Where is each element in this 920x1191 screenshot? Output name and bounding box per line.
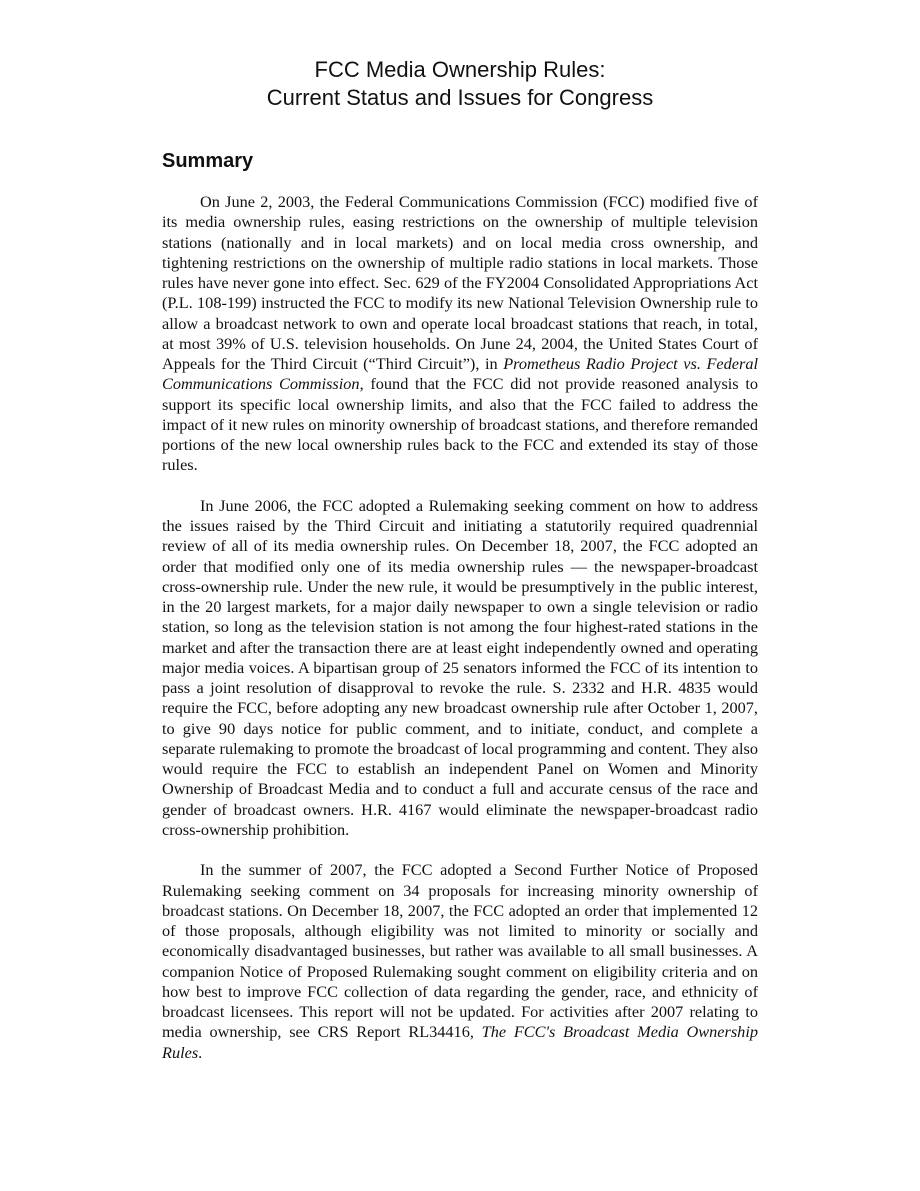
paragraph-1 — [162, 192, 758, 476]
case-name-italic: Prometheus Radio Project vs. Federal Communications Commission — [162, 354, 758, 394]
paragraph-3 — [162, 860, 758, 1063]
paragraph-3-text-b: . — [198, 1042, 203, 1062]
title-line-1: FCC Media Ownership Rules: — [314, 57, 606, 82]
paragraph-2: In June 2006, the FCC adopted a Rulemaking seeking comment on how to address the issues raised by the Third Circuit and initiating a statutorily required quadrennial review of all of its media ownership rules. On December 18, 2007, the FCC adopted an order that modified only one of its media ownership rules — the newspaper-broadcast cross-ownership rule. Under the new rule, it would be presumptively in the public interest, in the 20 largest markets, for a major daily newspaper to own a single television or radio station, so long as the television station is not among the four highest-rated stations in the market and after the transaction there are at least eight independently owned and operating major media voices. A bipartisan group of 25 senators informed the FCC of its intention to pass a joint resolution of disapproval to revoke the rule. S. 2332 and H.R. 4835 would require the FCC, before adopting any new broadcast ownership rule after October 1, 2007, to give 90 days notice for public comment, and to initiate, conduct, and complete a separate rulemaking to promote the broadcast of local programming and content. They also would require the FCC to establish an independent Panel on Women and Minority Ownership of Broadcast Media and to conduct a full and accurate census of the race and gender of broadcast owners. H.R. 4167 would eliminate the newspaper-broadcast radio cross-ownership prohibition. — [162, 495, 758, 839]
report-title-italic: The FCC's Broadcast Media Ownership Rules — [162, 1022, 758, 1062]
paragraph-1-text-b: , found that the FCC did not provide reasoned analysis to support its specific local ownership limits, and also that the FCC failed to address the impact of it new rules on minority ownership of broadcast stations, and therefore remanded portions of the new local ownership rules back to the FCC and extended its stay of those rules. — [162, 374, 758, 475]
section-heading-summary: Summary — [162, 150, 254, 172]
paragraph-1-text-a: On June 2, 2003, the Federal Communications Commission (FCC) modified five of its media ownership rules, easing restrictions on the ownership of multiple television stations (nationally and in local markets) and on local media cross ownership, and tightening restrictions on the ownership of multiple radio stations in local markets. Those rules have never gone into effect. Sec. 629 of the FY2004 Consolidated Appropriations Act (P.L. 108-199) instructed the FCC to modify its new National Television Ownership rule to allow a broadcast network to own and operate local broadcast stations that reach, in total, at most 39% of U.S. television households. On June 24, 2004, the United States Court of Appeals for the Third Circuit (“Third Circuit”), in — [162, 192, 758, 373]
document-title — [160, 56, 760, 112]
summary-body — [162, 192, 758, 1063]
title-line-2: Current Status and Issues for Congress — [266, 85, 654, 110]
paragraph-3-text-a: In the summer of 2007, the FCC adopted a Second Further Notice of Proposed Rulemaking seeking comment on 34 proposals for increasing minority ownership of broadcast stations. On December 18, 2007, the FCC adopted an order that implemented 12 of those proposals, although eligibility was not limited to minority or socially and economically disadvantaged businesses, but rather was available to all small businesses. A companion Notice of Proposed Rulemaking sought comment on eligibility criteria and on how best to improve FCC collection of data regarding the gender, race, and ethnicity of broadcast licensees. This report will not be updated. For activities after 2007 relating to media ownership, see CRS Report RL34416, — [162, 860, 758, 1042]
